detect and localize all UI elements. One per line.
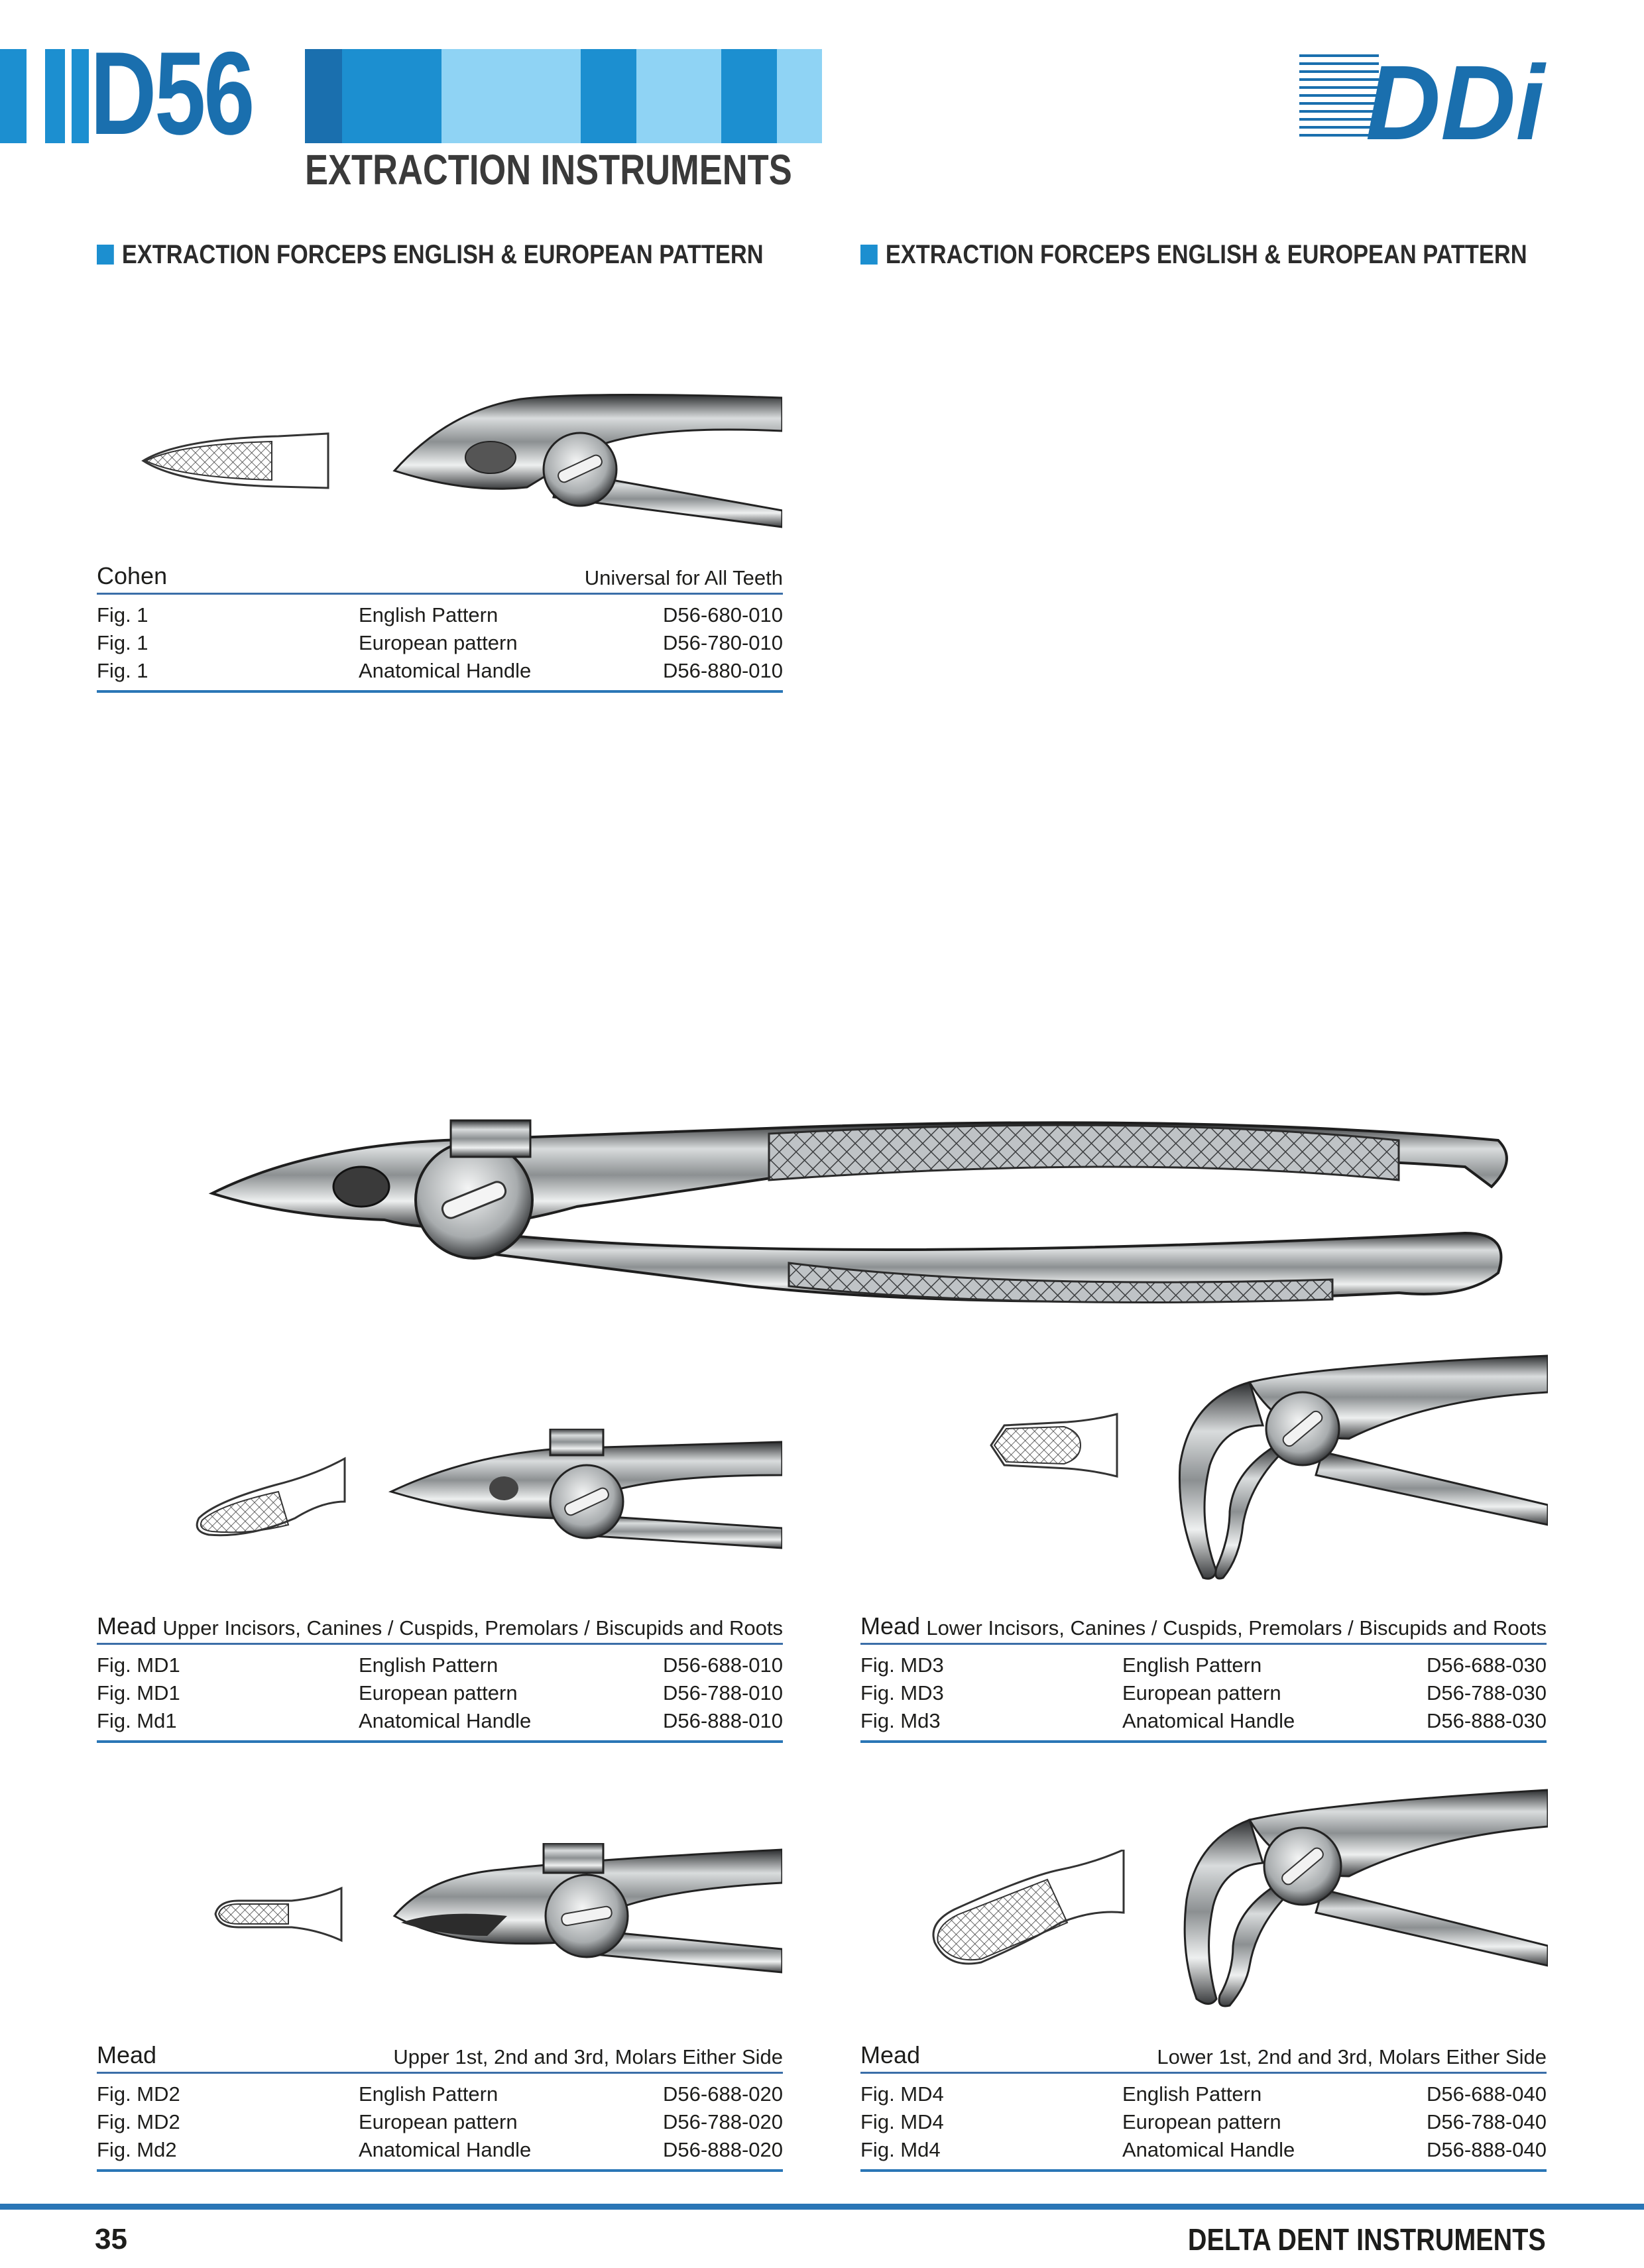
product-title-row: [860, 2035, 1547, 2074]
product-title-row: [97, 2035, 783, 2074]
product-block-md2: [97, 2035, 783, 2172]
pattern-type: English Pattern: [359, 1653, 499, 1677]
product-code: D56-888-030: [1427, 1709, 1547, 1732]
product-row: [97, 2108, 783, 2136]
product-usage: Lower Incisors, Canines / Cuspids, Premolars / Biscupids and Roots: [926, 1616, 1547, 1640]
product-code: D56-788-020: [663, 2110, 783, 2133]
page-number: 35: [95, 2223, 127, 2255]
figure-number: Fig. MD1: [97, 1681, 180, 1704]
catalog-code: D56: [90, 27, 253, 159]
footer-rule: [0, 2204, 1644, 2210]
product-row: [860, 2080, 1547, 2108]
pattern-type: Anatomical Handle: [1122, 1709, 1295, 1732]
md3-tip-image: [988, 1412, 1120, 1478]
figure-number: Fig. 1: [97, 659, 148, 682]
product-code: D56-788-040: [1427, 2110, 1547, 2133]
figure-number: Fig. 1: [97, 631, 148, 654]
pattern-type: Anatomical Handle: [359, 2138, 532, 2161]
pattern-type: Anatomical Handle: [359, 1709, 532, 1732]
pattern-type: European pattern: [1122, 2110, 1281, 2133]
product-usage: Upper 1st, 2nd and 3rd, Molars Either Side: [393, 2045, 783, 2068]
product-code: D56-788-030: [1427, 1681, 1547, 1704]
product-title-row: [860, 1606, 1547, 1645]
product-row: [860, 2136, 1547, 2164]
figure-number: Fig. Md1: [97, 1709, 177, 1732]
product-code: D56-888-010: [663, 1709, 783, 1732]
product-code: D56-688-010: [663, 1653, 783, 1677]
cohen-tip-image: [139, 424, 331, 497]
product-row: [860, 1707, 1547, 1735]
product-row: [97, 629, 783, 657]
section-heading-left: EXTRACTION FORCEPS ENGLISH & EUROPEAN PATTERN: [97, 239, 764, 270]
figure-number: Fig. 1: [97, 603, 148, 627]
product-code: D56-688-040: [1427, 2082, 1547, 2106]
product-row: [860, 1679, 1547, 1707]
figure-number: Fig. MD4: [860, 2110, 944, 2133]
pattern-type: English Pattern: [1122, 1653, 1262, 1677]
product-code: D56-780-010: [663, 631, 783, 654]
product-block-md4: [860, 2035, 1547, 2172]
product-name: Mead: [97, 1612, 157, 1640]
product-row: [97, 1707, 783, 1735]
product-name: Mead: [860, 1612, 921, 1640]
figure-number: Fig. Md3: [860, 1709, 941, 1732]
product-title-row: [97, 556, 783, 595]
pattern-type: English Pattern: [359, 603, 499, 627]
product-row: [97, 1679, 783, 1707]
product-row: [97, 657, 783, 685]
product-code: D56-888-040: [1427, 2138, 1547, 2161]
page-subtitle: EXTRACTION INSTRUMENTS: [305, 146, 792, 194]
pattern-type: European pattern: [359, 2110, 518, 2133]
product-code: D56-888-020: [663, 2138, 783, 2161]
pattern-type: Anatomical Handle: [1122, 2138, 1295, 2161]
product-row: [97, 1651, 783, 1679]
footer-brand: DELTA DENT INSTRUMENTS: [1188, 2222, 1546, 2257]
product-block-cohen: [97, 556, 783, 693]
product-row: [860, 1651, 1547, 1679]
figure-number: Fig. MD3: [860, 1653, 944, 1677]
figure-number: Fig. Md2: [97, 2138, 177, 2161]
product-row: [97, 601, 783, 629]
pattern-type: European pattern: [359, 631, 518, 654]
figure-number: Fig. Md4: [860, 2138, 941, 2161]
product-code: D56-788-010: [663, 1681, 783, 1704]
product-code: D56-688-030: [1427, 1653, 1547, 1677]
md2-tip-image: [212, 1886, 345, 1942]
large-forceps-image: [206, 1101, 1511, 1326]
product-usage: Upper Incisors, Canines / Cuspids, Premolars / Biscupids and Roots: [162, 1616, 783, 1640]
logo-text: DDi: [1366, 48, 1547, 147]
product-code: D56-680-010: [663, 603, 783, 627]
md3-head-image: [1150, 1352, 1548, 1584]
product-name: Cohen: [97, 562, 168, 589]
md1-tip-image: [189, 1455, 348, 1541]
cohen-head-image: [388, 371, 782, 530]
section-heading-right: EXTRACTION FORCEPS ENGLISH & EUROPEAN PATTERN: [860, 239, 1527, 270]
pattern-type: European pattern: [1122, 1681, 1281, 1704]
figure-number: Fig. MD1: [97, 1653, 180, 1677]
product-title-row: [97, 1606, 783, 1645]
md4-head-image: [1150, 1787, 1548, 2019]
product-block-md1: [97, 1606, 783, 1743]
product-name: Mead: [97, 2041, 157, 2068]
product-name: Mead: [860, 2041, 921, 2068]
product-code: D56-880-010: [663, 659, 783, 682]
figure-number: Fig. MD2: [97, 2082, 180, 2106]
md1-head-image: [388, 1429, 782, 1555]
md2-head-image: [388, 1843, 782, 1976]
product-usage: Universal for All Teeth: [584, 566, 783, 589]
product-row: [860, 2108, 1547, 2136]
heading-square-icon: [860, 245, 878, 265]
pattern-type: Anatomical Handle: [359, 659, 532, 682]
figure-number: Fig. MD3: [860, 1681, 944, 1704]
product-row: [97, 2080, 783, 2108]
product-usage: Lower 1st, 2nd and 3rd, Molars Either Side: [1157, 2045, 1547, 2068]
pattern-type: English Pattern: [359, 2082, 499, 2106]
ddi-logo: [1299, 48, 1551, 147]
heading-square-icon: [97, 245, 114, 265]
md4-tip-image: [928, 1850, 1127, 1969]
figure-number: Fig. MD2: [97, 2110, 180, 2133]
product-row: [97, 2136, 783, 2164]
product-block-md3: [860, 1606, 1547, 1743]
figure-number: Fig. MD4: [860, 2082, 944, 2106]
product-code: D56-688-020: [663, 2082, 783, 2106]
pattern-type: English Pattern: [1122, 2082, 1262, 2106]
pattern-type: European pattern: [359, 1681, 518, 1704]
